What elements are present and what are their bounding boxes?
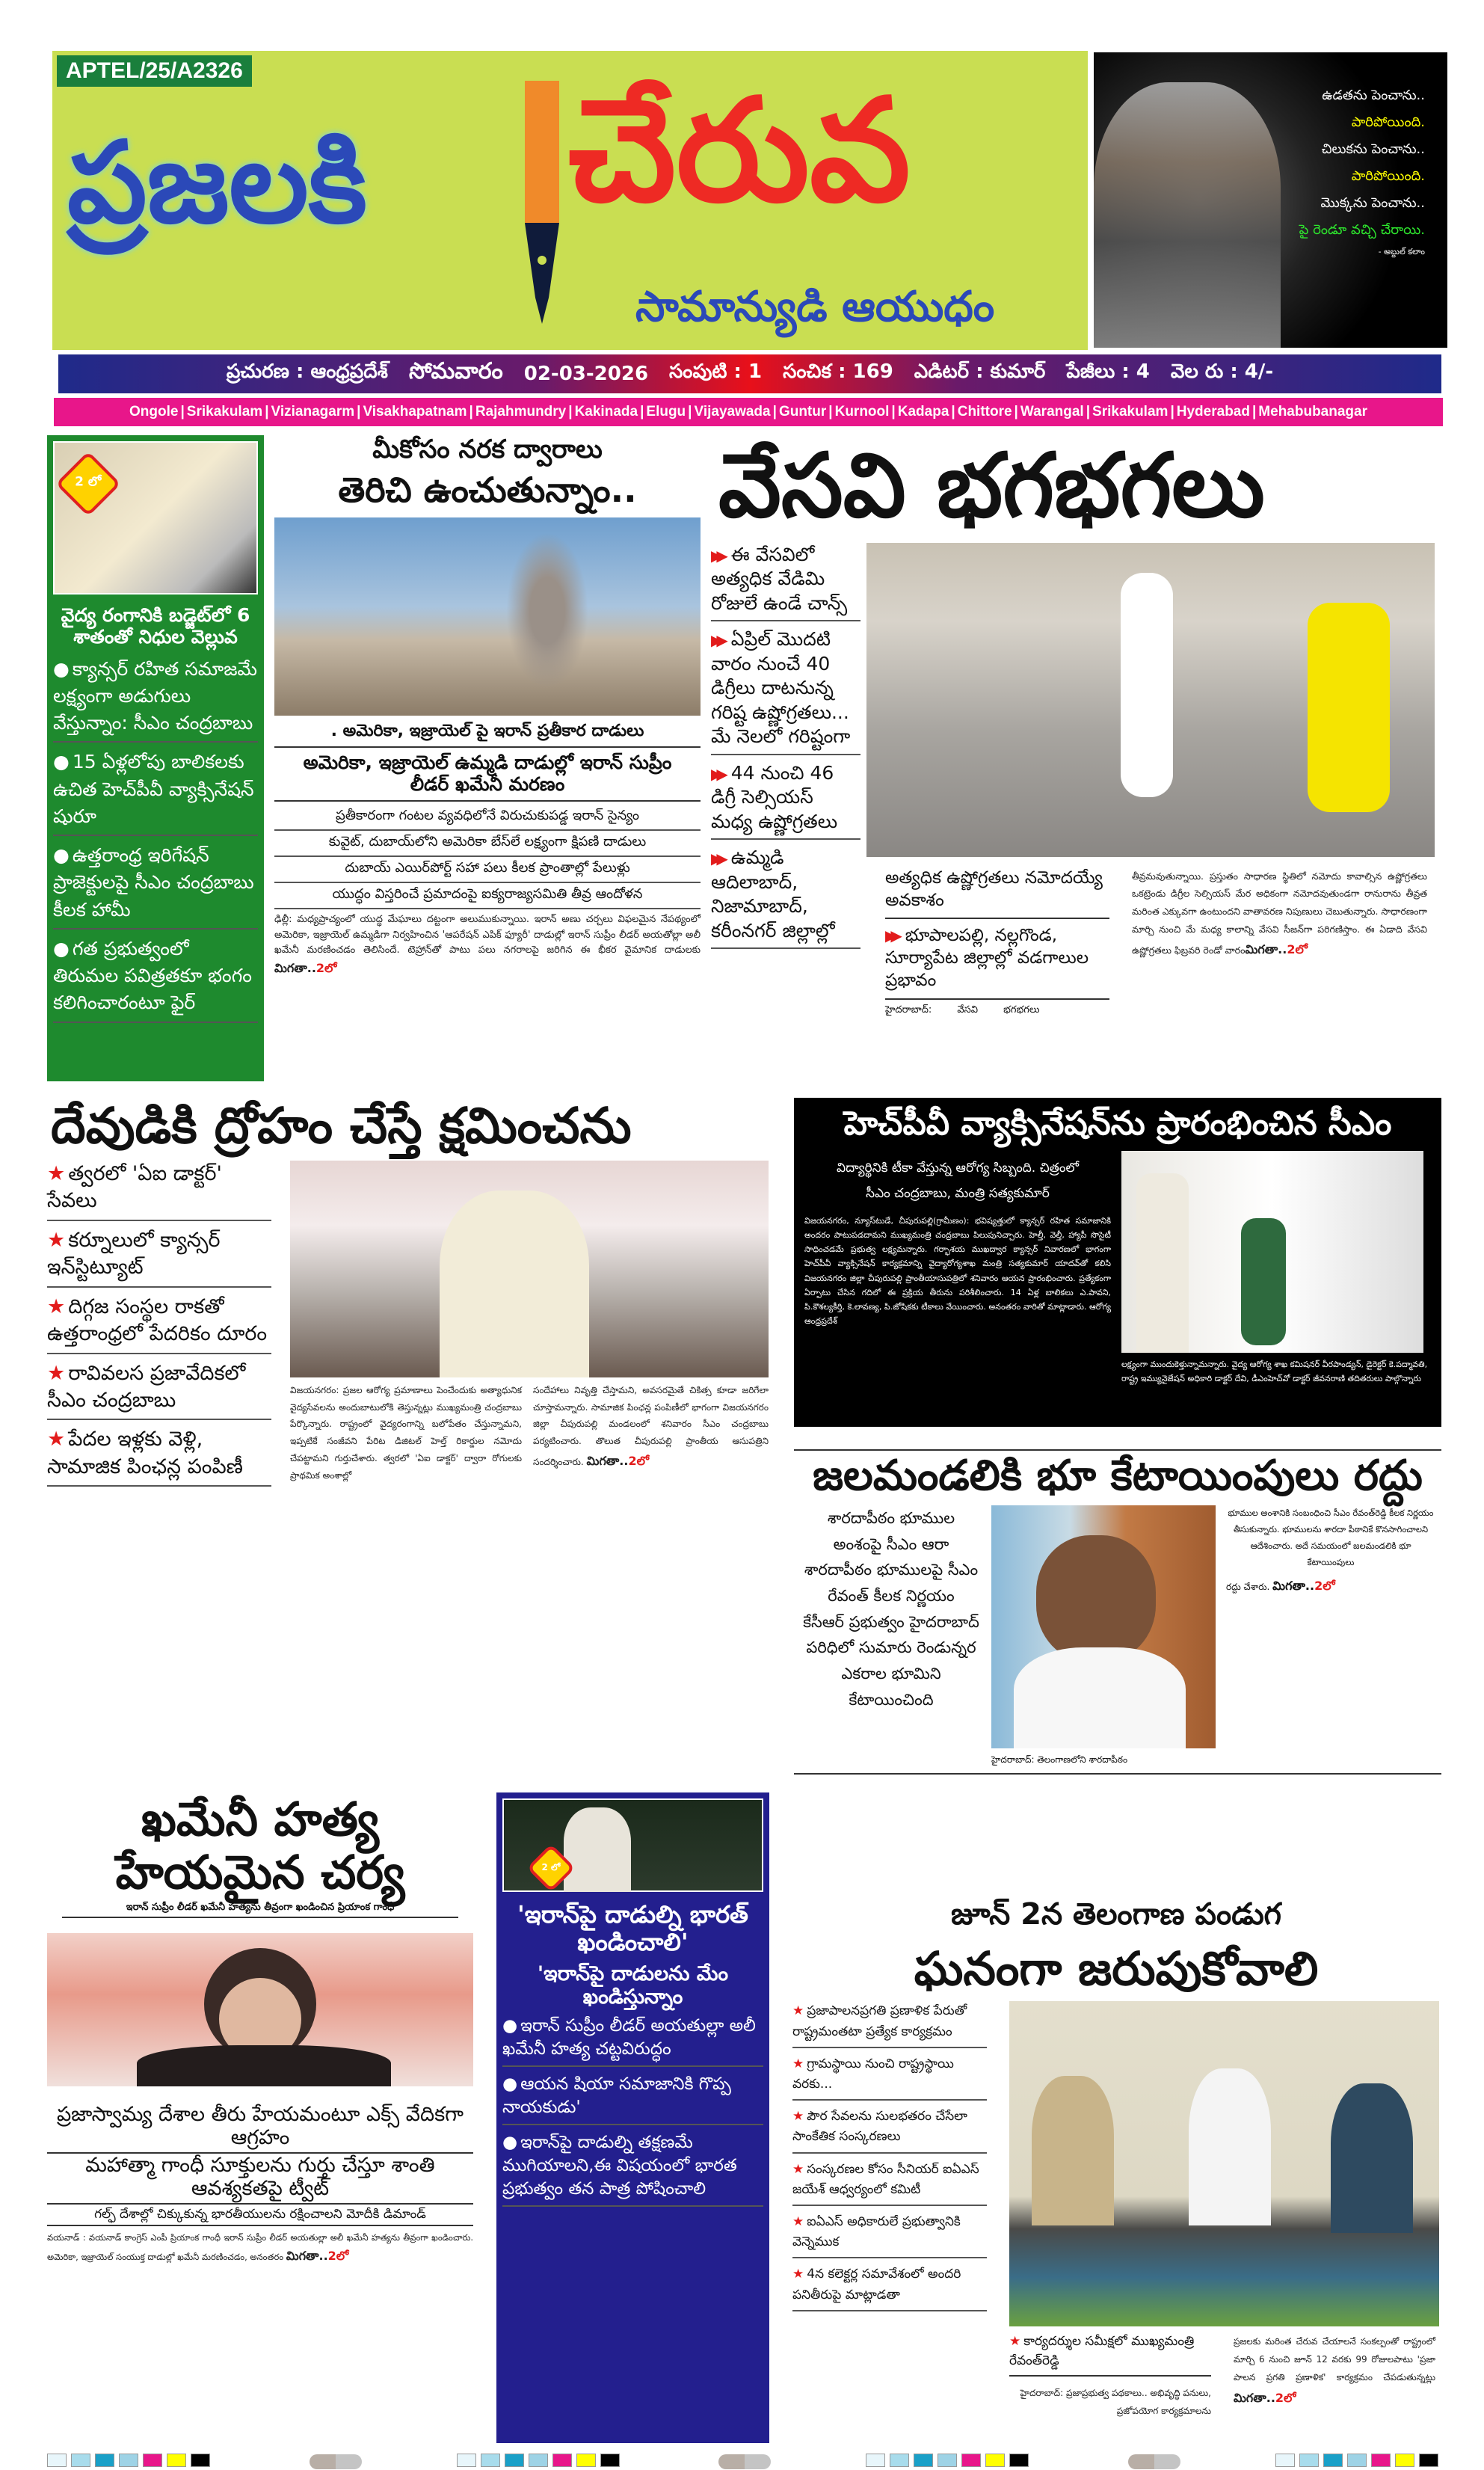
city-link[interactable]: Mehabubanagar bbox=[1258, 404, 1367, 420]
registration-pill bbox=[310, 2454, 362, 2469]
hpv-body-row bbox=[804, 1151, 1431, 1386]
green-bullet: ● గత ప్రభుత్వంలో తిరుమల పవిత్రతకూ భంగం కలిగించారంటూ ఫైర్ bbox=[53, 936, 258, 1023]
summer-bullet: ▶▶ ఏప్రిల్ మొదటి వారం నుంచే 40 డిగ్రీలు దాటనున్న గరిష్ట ఉష్ణోగ్రతలు... మే నెలలో గరిష్టంగా bbox=[711, 627, 860, 755]
print-registration-marks bbox=[47, 2454, 1443, 2470]
green-sidebar-article bbox=[47, 435, 264, 1081]
jala-caption-2-text: రద్దు చేశారు. bbox=[1226, 1581, 1270, 1592]
price: వెల రు : 4/- bbox=[1170, 360, 1274, 383]
telangana-article bbox=[792, 1897, 1440, 2420]
cm-photo bbox=[53, 441, 258, 595]
issue-number: సంచిక : 169 bbox=[783, 360, 893, 383]
city-link[interactable]: Chittore bbox=[957, 404, 1012, 420]
summer-body-row bbox=[711, 543, 1440, 1017]
city-link[interactable]: Srikakulam bbox=[186, 404, 263, 420]
editor: ఎడిటర్ : కుమార్ bbox=[914, 360, 1046, 383]
city-link[interactable]: Srikakulam bbox=[1092, 404, 1169, 420]
green-bullet: ● 15 ఏళ్లలోపు బాలికలకు ఉచిత హెచ్‌పీవీ వ్యాక్సినేషన్ షురూ bbox=[53, 749, 258, 836]
iran-point: దుబాయ్ ఎయిర్‌పోర్ట్ సహా పలు కీలక ప్రాంతాల్లో పేలుళ్లు bbox=[274, 857, 701, 883]
khamenei-article bbox=[47, 1792, 473, 2266]
right-middle-column bbox=[794, 1098, 1441, 1775]
god-body-2-text: సందేహాలు నివృత్తి చేస్తామని, అవసరమైతే చికిత్స కూడా జరిగేలా చూస్తామన్నారు. సామాజిక పింఛన్ల పంపిణీలో భాగంగా విజయనగరం జిల్లా చీపురుపల్లి మండలంలో శనివారం సీఎం చంద్రబాబు పర్యటించారు. తొలుత చీపురుపల్లి ప్రాంతీయ ఆసుపత్రిని సందర్శించారు. bbox=[533, 1384, 769, 1468]
summer-bullet-list bbox=[711, 543, 860, 956]
telangana-bullet: ★ గ్రామస్థాయి నుంచి రాష్ట్రస్థాయి వరకు... bbox=[792, 2054, 987, 2101]
hpv-right bbox=[1121, 1151, 1428, 1386]
summer-right bbox=[866, 543, 1435, 1017]
page-count: పేజీలు : 4 bbox=[1066, 360, 1150, 383]
quote-line: చిలుకను పెంచాను.. bbox=[1321, 141, 1425, 157]
green-bullet-list bbox=[53, 656, 258, 1029]
volume: సంపుటి : 1 bbox=[669, 360, 763, 383]
quote-text bbox=[1299, 82, 1425, 260]
city-separator: | bbox=[640, 404, 644, 420]
summer-bullet: ▶▶ 44 నుంచి 46 డిగ్రీ సెల్సియస్ మధ్య ఉష్ణోగ్రతలు bbox=[711, 761, 860, 841]
summer-middle bbox=[885, 867, 1109, 1017]
green-headline: వైద్య రంగానికి బడ్జెట్‌లో 6 శాతంతో నిధుల వెల్లువ bbox=[61, 604, 250, 648]
continued-link[interactable]: మిగతా..2లో bbox=[1245, 941, 1308, 956]
god-right bbox=[290, 1161, 769, 1484]
iran-body-text: ఢిల్లీ: మధ్యప్రాచ్యంలో యుద్ధ మేఘాలు దట్టంగా అలుముకున్నాయి. ఇరాన్ అణు చర్చలు విఫలమైన నేపథ్యంలో అమెరికా, ఇజ్రాయెల్ ఉమ్మడిగా నిర్వహించిన 'ఆపరేషన్ ఎపిక్ ఫ్యూరీ' దాడుల్లో ఇరాన్ సుప్రీం లీడర్ అయతోల్లా అలీ ఖమేనీ మరణించడం తెలిసిందే. టెహ్రాన్‌తో పాటు పలు నగరాలపై జరిగిన ఈ భీకర వైమానిక దాడులకు bbox=[274, 913, 701, 956]
telangana-caption: ★ కార్యదర్శుల సమీక్షలో ముఖ్యమంత్రి రేవంత్‌రెడ్డి bbox=[1009, 2332, 1211, 2377]
issue-date: 02-03-2026 bbox=[523, 363, 649, 385]
telangana-bullet: ★ పౌర సేవలను సులభతరం చేసేలా సాంకేతిక సంస్కరణలు bbox=[792, 2107, 987, 2153]
city-separator: | bbox=[180, 404, 185, 420]
city-separator: | bbox=[1251, 404, 1257, 420]
city-link[interactable]: Elugu bbox=[646, 404, 686, 420]
god-bullet: ★ త్వరలో 'ఏఐ డాక్టర్' సేవలు bbox=[47, 1161, 271, 1221]
hpv-left bbox=[804, 1151, 1111, 1329]
telangana-lower-left bbox=[1009, 2332, 1211, 2420]
hpv-body-1: విజయనగరం, న్యూస్‌టుడే, చీపురుపల్లి(గ్రామీణం): భవిష్యత్తులో క్యాన్సర్ రహిత సమాజానికి అందరం పాటుపడదామని ముఖ్యమంత్రి చంద్రబాబు పిలుపునిచ్చారు. హెల్తీ, వెల్తీ, హ్యాపీ సొసైటీ సాధించడమే ప్రభుత్వ లక్ష్యమన్నారు. గర్భాశయ ముఖద్వార క్యాన్సర్ నివారణలో భాగంగా హెచ్‌పీవీ వ్యాక్సినేషన్ కార్యక్రమాన్ని వైద్యారోగ్యశాఖ మంత్రి సత్యకుమార్ యాదవ్‌తో కలిసి విజయనగరం జిల్లా చీపురుపల్లి ప్రాంతీయాసుపత్రిలో శనివారం ఆయన ప్రారంభించారు. ప్రత్యేకంగా ఏర్పాటు చేసిన గదిలో ఈ ప్రక్రియ తీరును పరిశీలించారు. 14 ఏళ్ల బాలికలు ఎ.పావని, పి.కౌశల్యకీర్తి, కె.లావణ్య, పి.జోషికకు టీకాలు వేయించారు. అనంతరం వారితో మాట్లాడారు. ఆరోగ్య ఆంధ్రప్రదేశ్ bbox=[804, 1215, 1111, 1327]
revanth-photo bbox=[991, 1505, 1216, 1748]
iran-article bbox=[274, 435, 701, 978]
jala-lead-line: కేసీఆర్ ప్రభుత్వం హైదరాబాద్ పరిధిలో సుమారు రెండున్నర ఎకరాల భూమిని కేటాయించింది bbox=[803, 1612, 979, 1709]
god-body-row bbox=[47, 1161, 772, 1493]
telangana-bullet-list bbox=[792, 2001, 987, 2317]
quote-line: పారిపోయింది. bbox=[1351, 168, 1425, 184]
iran-subhead-2: అమెరికా, ఇజ్రాయెల్ ఉమ్మడి దాడుల్లో ఇరాన్ సుప్రీం లీడర్ ఖమేనీ మరణం bbox=[274, 748, 701, 802]
summer-body-text: తీవ్రమవుతున్నాయి. ప్రస్తుతం సాధారణ స్థితిలో నమోదు కావాల్సిన ఉష్ణోగ్రతలు ఒకట్రెండు డిగ్రీల సెల్సియస్ మేర అధికంగా నమోదవుతుండగా రానురాను తీవ్రత మరింత ఎక్కువగా ఉంటుందని వాతావరణ నిపుణులు చెబుతున్నారు. సాధారణంగా మార్చి నుంచి మే మధ్య కాలాన్ని వేసవి సీజన్‌గా పరిగణిస్తాం. ఈ ఏడాది వేసవి ఉష్ణోగ్రతలు ఫిబ్రవరి రెండో వారం bbox=[1132, 870, 1427, 956]
jala-lead bbox=[801, 1505, 981, 1712]
telangana-headline: ఘనంగా జరుపుకోవాలి bbox=[914, 1941, 1319, 1997]
tehran-smoke-photo bbox=[274, 517, 701, 716]
city-link[interactable]: Kakinada bbox=[574, 404, 638, 420]
hpv-headline: హెచ్‌పీవీ వ్యాక్సినేషన్‌ను ప్రారంభించిన సీఎం bbox=[843, 1105, 1392, 1143]
jala-body: భూముల అంశానికి సంబంధించి సీఎం రేవంత్‌రెడ్డి కీలక నిర్ణయం తీసుకున్నారు. భూములను శారదా పీఠానికే కొనసాగించాలని ఆదేశించారు. అదే సమయంలో జలమండలికి భూ కేటాయింపులు bbox=[1228, 1508, 1434, 1567]
owaisi-photo bbox=[502, 1798, 763, 1892]
city-link[interactable]: Vizianagarm bbox=[271, 404, 355, 420]
quote-line: మొక్కను పెంచాను.. bbox=[1320, 195, 1425, 211]
row-bottom bbox=[47, 1792, 1443, 2443]
masthead bbox=[52, 51, 1088, 350]
publication-state: ప్రచురణ : ఆంధ్రప్రదేశ్ bbox=[226, 360, 388, 383]
city-link[interactable]: Warangal bbox=[1020, 404, 1084, 420]
owaisi-headline: 'ఇరాన్‌పై దాడుల్ని భారత్ ఖండించాలి' bbox=[517, 1900, 748, 1956]
owaisi-bullet: ● ఇరాన్ సుప్రీం లీడర్ అయతుల్లా అలీ ఖమేనీ హత్య చట్టవిరుద్ధం bbox=[502, 2015, 763, 2067]
quote-line: ఉడతను పెంచాను.. bbox=[1322, 87, 1425, 103]
city-separator: | bbox=[265, 404, 269, 420]
color-swatches bbox=[457, 2454, 624, 2470]
continued-link[interactable]: మిగతా..2లో bbox=[1272, 1578, 1335, 1593]
khamenei-subhead-2: మహాత్మా గాంధీ సూక్తులను గుర్తు చేస్తూ శాంతి ఆవశ్యకతపై ట్వీట్ bbox=[47, 2154, 473, 2205]
jala-caption: హైదరాబాద్: తెలంగాణలోని శారదాపీఠం bbox=[991, 1754, 1128, 1766]
god-bullet: ★ దిగ్గజ సంస్థల రాకతో ఉత్తరాంధ్రలో పేదరికం దూరం bbox=[47, 1294, 271, 1354]
god-article bbox=[47, 1098, 772, 1493]
khamenei-subhead-3: గల్ఫ్ దేశాల్లో చిక్కుకున్న భారతీయులను రక్షించాలని మోదీకి డిమాండ్ bbox=[47, 2205, 473, 2227]
hpv-article bbox=[794, 1098, 1441, 1427]
registration-number: APTEL/25/A2326 bbox=[57, 55, 252, 87]
summer-bullet: ▶▶ ఈ వేసవిలో అత్యధిక వేడిమి రోజులే ఉండే చాన్స్ bbox=[711, 543, 860, 622]
city-link[interactable]: Kadapa bbox=[897, 404, 949, 420]
owaisi-bullet-list bbox=[502, 2015, 763, 2213]
god-text-row bbox=[290, 1382, 769, 1484]
city-link[interactable]: Visakhapatnam bbox=[363, 404, 467, 420]
continued-link[interactable]: మిగతా..2లో bbox=[1234, 2391, 1296, 2406]
city-link[interactable]: Rajahmundry bbox=[475, 404, 567, 420]
page-2-badge: 2 లో bbox=[55, 451, 121, 517]
secretaries-review-photo bbox=[1009, 2001, 1439, 2326]
summer-lower bbox=[866, 867, 1435, 1017]
owaisi-subhead: 'ఇరాన్‌పై దాడులను మేం ఖండిస్తున్నాం bbox=[537, 1961, 729, 2009]
telangana-kicker: జూన్ 2న తెలంగాణ పండుగ bbox=[950, 1897, 1281, 1932]
summer-headline: వేసవి భగభగలు bbox=[718, 434, 1265, 537]
masthead-tagline: సామాన్యుడి ఆయుధం bbox=[635, 283, 995, 331]
god-body-2 bbox=[533, 1382, 769, 1473]
owaisi-bullet: ● ఆయన షియా సమాజానికి గొప్ప నాయకుడు' bbox=[502, 2073, 763, 2125]
god-bullet-list bbox=[47, 1161, 271, 1493]
city-separator: | bbox=[1170, 404, 1174, 420]
god-headline: దేవుడికి ద్రోహం చేస్తే క్షమించను bbox=[51, 1097, 632, 1155]
khamenei-kicker: ఇరాన్ సుప్రీం లీడర్ ఖమేనీ హత్యను తీవ్రంగా ఖండించిన ప్రియాంక గాంధీ bbox=[62, 1899, 458, 1918]
god-bullet: ★ పేదల ఇళ్లకు వెళ్లి, సామాజిక పింఛన్ల పంపిణీ bbox=[47, 1426, 271, 1487]
jala-body-row bbox=[794, 1505, 1441, 1767]
jala-lead-line: శారదాపీఠం భూముల అంశంపై సీఎం ఆరా bbox=[827, 1509, 955, 1553]
quote-line: పై రెండూ వచ్చి చేరాయి. bbox=[1299, 222, 1425, 238]
kalam-quote-panel bbox=[1094, 52, 1447, 348]
summer-mid-bullet: ▶▶ భూపాలపల్లి, నల్లగొండ, సూర్యాపేట జిల్లాల్లో వడగాలుల ప్రభావం bbox=[885, 919, 1109, 1000]
telangana-bullet: ★ సంస్కరణల కోసం సీనియర్ ఐఏఎస్ జయేశ్ ఆధ్వర్యంలో కమిటీ bbox=[792, 2160, 987, 2206]
iran-kicker: మీకోసం నరక ద్వారాలు bbox=[372, 434, 603, 464]
khamenei-headline-2: హేయమైన చర్య bbox=[115, 1845, 405, 1900]
telangana-body-row bbox=[792, 2001, 1440, 2420]
city-link[interactable]: Vijayawada bbox=[694, 404, 771, 420]
iran-body bbox=[274, 912, 701, 978]
iran-point: యుద్ధం విస్తరించే ప్రమాదంపై ఐక్యరాజ్యసమితి తీవ్ర ఆందోళన bbox=[274, 883, 701, 909]
telangana-bullet: ★ ప్రజాపాలనప్రగతి ప్రణాళిక పేరుతో రాష్ట్రమంతటా ప్రత్యేక కార్యక్రమం bbox=[792, 2001, 987, 2047]
continued-link[interactable]: మిగతా..2లో bbox=[274, 961, 337, 976]
city-separator: | bbox=[891, 404, 896, 420]
color-swatches bbox=[866, 2454, 1033, 2470]
green-bullet: ● క్యాన్సర్ రహిత సమాజమే లక్ష్యంగా అడుగులు వేస్తున్నాం: సీఎం చంద్రబాబు bbox=[53, 656, 258, 743]
green-bullet: ● ఉత్తరాంధ్ర ఇరిగేషన్ ప్రాజెక్టులపై సీఎం చంద్రబాబు కీలక హామీ bbox=[53, 842, 258, 930]
registration-pill bbox=[1128, 2454, 1180, 2469]
khamenei-body-text: వయనాడ్ : వయనాడ్ కాంగ్రెస్ ఎంపీ ప్రియాంక గాంధీ ఇరాన్ సుప్రీం లీడర్ అయతుల్లా అలీ ఖమేనీ హత్యను తీవ్రంగా ఖండించారు. అమెరికా, ఇజ్రాయెల్ సంయుక్త దాడుల్లో ఖమేనీ మరణించడం, అనంతరం bbox=[47, 2232, 473, 2262]
quote-author: - అబ్దుల్ కలాం bbox=[1378, 247, 1425, 256]
iran-point: కువైట్, దుబాయ్‌లోని అమెరికా బేస్‌లే లక్ష్యంగా క్షిపణి దాడులు bbox=[274, 831, 701, 857]
pen-nib-icon bbox=[516, 73, 568, 328]
god-bullet: ★ రావివలస ప్రజావేదికలో సీఎం చంద్రబాబు bbox=[47, 1360, 271, 1421]
city-separator: | bbox=[772, 404, 777, 420]
jala-headline: జలమండలికి భూ కేటాయింపులు రద్దు bbox=[813, 1451, 1423, 1500]
jala-lead-line: శారదాపీఠం భూములపై సీఎం రేవంత్ కీలక నిర్ణయం bbox=[804, 1561, 979, 1606]
info-bar bbox=[58, 354, 1441, 393]
city-separator: | bbox=[1014, 404, 1018, 420]
telangana-bullet: ★ 4న కలెక్టర్ల సమావేశంలో అందరి పనితీరుపై మాట్లాడతా bbox=[792, 2264, 987, 2311]
city-separator: | bbox=[828, 404, 833, 420]
jalamandali-article bbox=[794, 1449, 1441, 1775]
quote-line: పారిపోయింది. bbox=[1351, 114, 1425, 130]
city-link[interactable]: Kurnool bbox=[834, 404, 890, 420]
iran-headline: తెరిచి ఉంచుతున్నాం.. bbox=[338, 470, 637, 511]
masthead-title-part1: ప్రజలకి bbox=[67, 118, 367, 248]
summer-body bbox=[1132, 867, 1427, 961]
iran-point-list bbox=[274, 805, 701, 909]
god-body-1: విజయనగరం: ప్రజల ఆరోగ్య ప్రమాణాలు పెంచేందుకు అత్యాధునిక వైద్యసేవలను అందుబాటులోకి తెస్తున్నట్లు ముఖ్యమంత్రి చంద్రబాబు పేర్కొన్నారు. రాష్ట్రంలో వైద్యరంగాన్ని బలోపేతం చేస్తున్నామని, ఇప్పటికే సంజీవని పేరిట డిజిటల్ హెల్త్ రికార్డుల నమోదు చేపట్టామని గుర్తుచేశారు. త్వరలో 'ఏఐ డాక్టర్' ద్వారా రోగులకు ప్రాథమిక అంశాల్లో bbox=[290, 1384, 522, 1481]
telangana-body-1: హైదరాబాద్: ప్రజాప్రభుత్వ పథకాలు.. అభివృద్ధి పనులు, ప్రజోపయోగ కార్యక్రమాలను bbox=[1020, 2388, 1211, 2417]
city-link[interactable]: Guntur bbox=[778, 404, 827, 420]
page-content bbox=[47, 435, 1443, 2470]
masthead-title-part2: చేరువ bbox=[568, 68, 911, 233]
telangana-right bbox=[1009, 2001, 1439, 2420]
telangana-bullet: ★ ఐఏఎస్ అధికారులే ప్రభుత్వానికి వెన్నెముక bbox=[792, 2212, 987, 2258]
city-separator: | bbox=[469, 404, 473, 420]
jala-middle bbox=[991, 1505, 1216, 1767]
summer-mid-text: అత్యధిక ఉష్ణోగ్రతలు నమోదయ్యే అవకాశం bbox=[885, 867, 1109, 920]
khamenei-headline-1: ఖమేనీ హత్య bbox=[141, 1792, 379, 1847]
city-separator: | bbox=[688, 404, 692, 420]
cm-speech-photo bbox=[290, 1161, 769, 1377]
city-link[interactable]: Ongole bbox=[129, 404, 179, 420]
jala-right bbox=[1226, 1505, 1435, 1595]
city-bar bbox=[54, 398, 1443, 426]
telangana-lower bbox=[1009, 2332, 1439, 2420]
summer-article bbox=[711, 435, 1440, 1017]
owaisi-article bbox=[496, 1792, 769, 2443]
city-separator: | bbox=[1086, 404, 1091, 420]
iran-point: ప్రతీకారంగా గంటల వ్యవధిలోనే విరుచుకుపడ్డ ఇరాన్ సైన్యం bbox=[274, 805, 701, 831]
summer-bullet: ▶▶ ఉమ్మడి ఆదిలాబాద్, నిజామాబాద్, కరీంనగర్ జిల్లాల్లో bbox=[711, 846, 860, 949]
color-swatches bbox=[47, 2454, 215, 2470]
city-separator: | bbox=[568, 404, 573, 420]
color-swatches bbox=[1275, 2454, 1443, 2470]
khamenei-body bbox=[47, 2231, 473, 2266]
issue-day: సోమవారం bbox=[408, 358, 503, 384]
hpv-caption: విద్యార్థినికి టీకా వేస్తున్న ఆరోగ్య సిబ్బంది. చిత్రంలో సీఎం చంద్రబాబు, మంత్రి సత్యకుమార్ bbox=[837, 1160, 1079, 1201]
heatwave-street-photo bbox=[866, 543, 1435, 857]
khamenei-subhead-1: ప్రజాస్వామ్య దేశాల తీరు హేయమంటూ ఎక్స్ వేదికగా ఆగ్రహం bbox=[47, 2103, 473, 2154]
page-2-badge: 2 లో bbox=[526, 1844, 575, 1893]
hpv-body-2: లక్ష్యంగా ముందుకెళ్తున్నామన్నారు. వైద్య ఆరోగ్య శాఖ కమిషనర్ వీరపాండ్యన్, డైరెక్టర్ కె.పద్మావతి, రాష్ట్ర ఇమ్యునైజేషన్ అధికారి డాక్టర్ దేవి, డీఎంహెచ్‌వో డాక్టర్ జీవనరాణి తదితరులు పాల్గొన్నారు bbox=[1121, 1359, 1428, 1383]
row-middle bbox=[47, 1098, 1443, 1775]
jala-caption-2 bbox=[1226, 1579, 1435, 1596]
telangana-body-2 bbox=[1234, 2332, 1435, 2410]
quote-portrait bbox=[1094, 82, 1281, 348]
priyanka-photo bbox=[47, 1933, 473, 2086]
iran-subhead-1: . అమెరికా, ఇజ్రాయెల్ పై ఇరాన్ ప్రతీకార దాడులు bbox=[274, 716, 701, 748]
city-link[interactable]: Hyderabad bbox=[1176, 404, 1250, 420]
city-separator: | bbox=[357, 404, 361, 420]
registration-pill bbox=[718, 2454, 771, 2469]
telangana-body-2-text: ప్రజలకు మరింత చేరువ చేయాలనే సంకల్పంతో రాష్ట్రంలో మార్చి 6 నుంచి జూన్ 12 వరకు 99 రోజులపాటు 'ప్రజా పాలన ప్రగతి ప్రణాళిక' కార్యక్రమం చేపడుతున్నట్లు bbox=[1234, 2336, 1435, 2383]
vaccination-photo bbox=[1121, 1151, 1423, 1353]
city-separator: | bbox=[951, 404, 955, 420]
continued-link[interactable]: మిగతా..2లో bbox=[586, 1454, 650, 1469]
summer-dateline: హైదరాబాద్: వేసవి భగభగలు bbox=[885, 1004, 1040, 1016]
row-top bbox=[47, 435, 1443, 1081]
god-bullet: ★ కర్నూలులో క్యాన్సర్ ఇన్‌స్టిట్యూట్ bbox=[47, 1227, 271, 1288]
owaisi-bullet: ● ఇరాన్‌పై దాడుల్ని తక్షణమే ముగియాలని,ఈ విషయంలో భారత ప్రభుత్వం తన పాత్ర పోషించాలి bbox=[502, 2131, 763, 2207]
continued-link[interactable]: మిగతా..2లో bbox=[286, 2249, 349, 2263]
